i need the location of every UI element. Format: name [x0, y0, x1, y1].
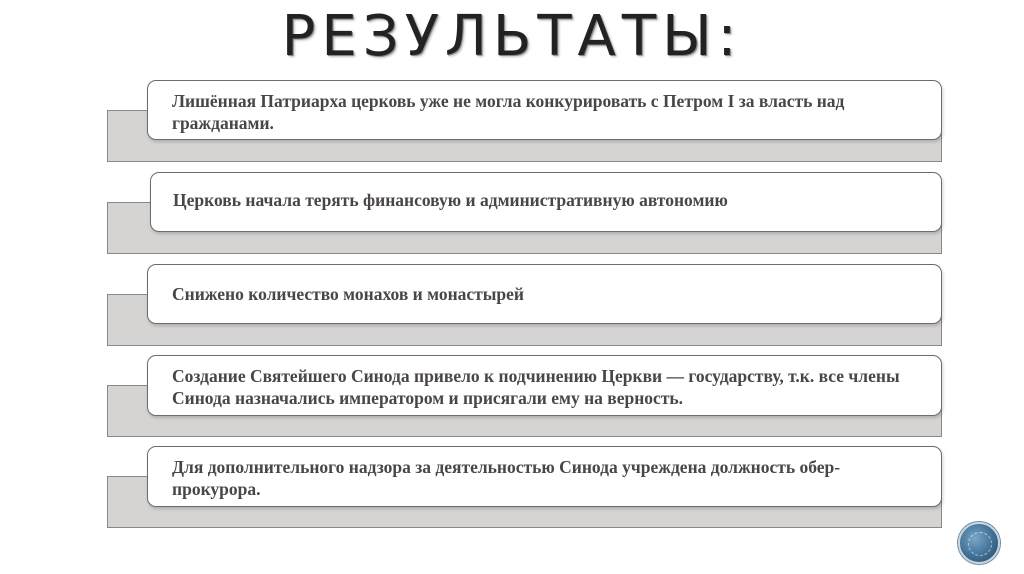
slide-title: РЕЗУЛЬТАТЫ:: [281, 4, 743, 69]
result-item-card: [147, 446, 942, 507]
result-item-text: Для дополнительного надзора за деятельностью Синода учреждена должность обер-прокурора.: [172, 457, 841, 499]
result-item-text: Церковь начала терять финансовую и административную автономию: [173, 190, 728, 210]
result-item-text: Лишённая Патриарха церковь уже не могла конкурировать с Петром I за власть над гражданами.: [172, 91, 845, 133]
result-item-text: Снижено количество монахов и монастырей: [172, 284, 525, 304]
result-item-card: [147, 355, 942, 416]
result-item-card: [150, 172, 942, 232]
result-item-card: [147, 80, 942, 140]
circular-emblem-icon: [958, 522, 1000, 564]
result-item-card: [147, 264, 942, 324]
result-item-text: Создание Святейшего Синода привело к подчинению Церкви — государству, т.к. все члены Синода назначались императором и присягали ему на верность.: [172, 366, 900, 408]
emblem-inner-ring: [968, 532, 992, 556]
